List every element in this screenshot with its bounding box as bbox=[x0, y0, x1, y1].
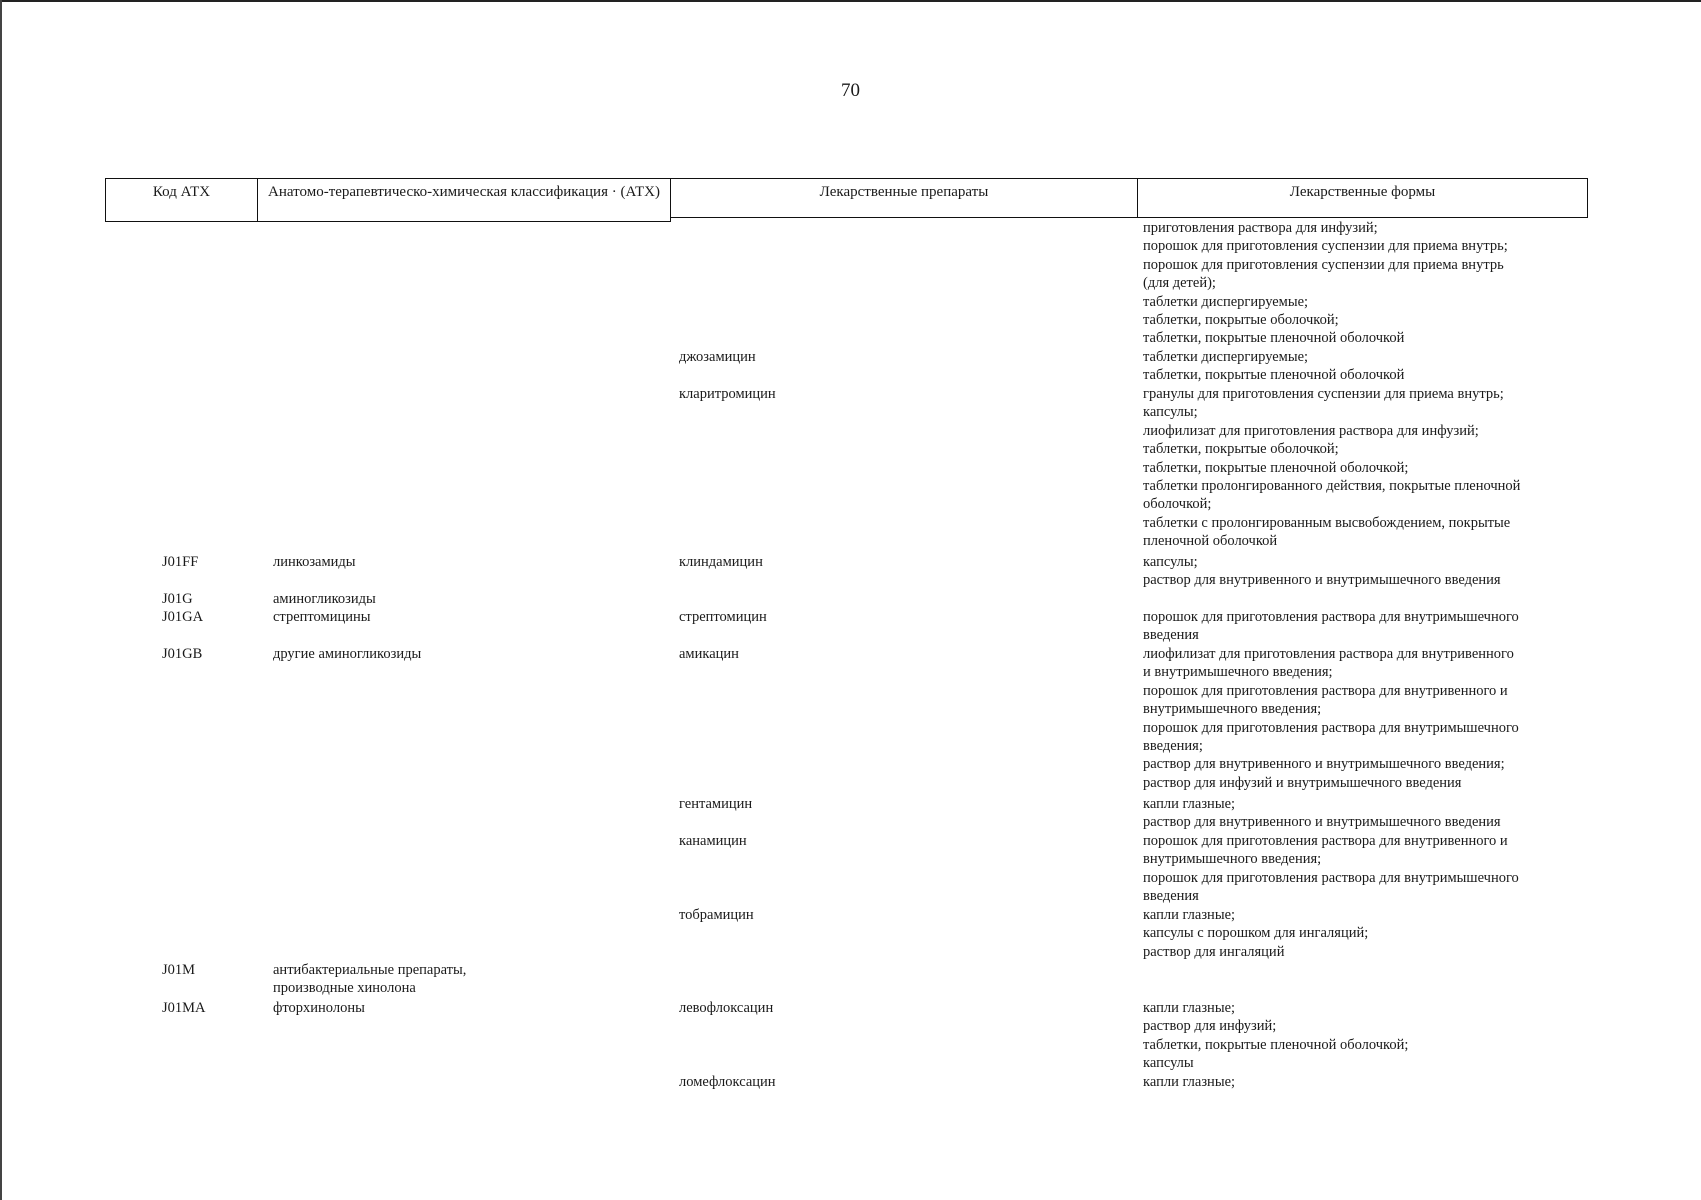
drug-name: клиндамицин bbox=[679, 554, 763, 570]
dosage-form-line: капсулы; bbox=[1143, 404, 1198, 421]
atc-classification bbox=[273, 961, 466, 998]
dosage-form-line: порошок для приготовления раствора для внутримышечного bbox=[1143, 869, 1519, 886]
dosage-form-line: порошок для приготовления раствора для внутривенного и bbox=[1143, 833, 1508, 849]
dosage-form-line: внутримышечного введения; bbox=[1143, 851, 1322, 868]
dosage-form-line: таблетки, покрытые пленочной оболочкой; bbox=[1143, 459, 1409, 476]
dosage-forms bbox=[1143, 906, 1368, 961]
dosage-forms bbox=[1143, 385, 1520, 551]
dosage-form-line: таблетки диспергируемые; bbox=[1143, 293, 1309, 310]
atc-classification bbox=[273, 553, 356, 571]
dosage-form-line: таблетки с пролонгированным высвобождением, покрытые bbox=[1143, 514, 1511, 531]
dosage-forms bbox=[1143, 999, 1408, 1073]
atc-code: J01GB bbox=[162, 646, 203, 662]
dosage-forms bbox=[1143, 795, 1501, 832]
dosage-form-line: капли глазные; bbox=[1143, 907, 1236, 923]
drug-name: левофлоксацин bbox=[679, 1000, 774, 1016]
atc-code: J01G bbox=[162, 591, 193, 607]
header-drugs: Лекарственные препараты bbox=[670, 178, 1138, 218]
dosage-form-line: (для детей); bbox=[1143, 275, 1216, 292]
dosage-forms bbox=[1143, 1073, 1235, 1091]
dosage-form-line: раствор для инфузий и внутримышечного введения bbox=[1143, 774, 1462, 791]
dosage-forms bbox=[1143, 219, 1508, 348]
atc-classification bbox=[273, 590, 376, 608]
dosage-form-line: введения bbox=[1143, 888, 1199, 905]
dosage-form-line: таблетки диспергируемые; bbox=[1143, 349, 1309, 365]
drug-name: амикацин bbox=[679, 646, 739, 662]
drug-name: джозамицин bbox=[679, 349, 756, 365]
classification-line: производные хинолона bbox=[273, 980, 416, 997]
dosage-form-line: таблетки, покрытые пленочной оболочкой; bbox=[1143, 1036, 1409, 1053]
atc-code: J01M bbox=[162, 962, 196, 978]
dosage-form-line: таблетки, покрытые пленочной оболочкой bbox=[1143, 330, 1405, 347]
classification-line: фторхинолоны bbox=[273, 1000, 365, 1016]
dosage-form-line: капсулы bbox=[1143, 1055, 1194, 1072]
dosage-form-line: раствор для внутривенного и внутримышечного введения bbox=[1143, 572, 1501, 589]
atc-classification bbox=[273, 999, 365, 1017]
dosage-form-line: капсулы; bbox=[1143, 554, 1198, 570]
dosage-form-line: внутримышечного введения; bbox=[1143, 701, 1322, 718]
dosage-form-line: введения; bbox=[1143, 738, 1203, 755]
dosage-form-line: гранулы для приготовления суспензии для приема внутрь; bbox=[1143, 386, 1504, 402]
dosage-forms bbox=[1143, 608, 1519, 645]
classification-line: антибактериальные препараты, bbox=[273, 962, 467, 978]
classification-line: аминогликозиды bbox=[273, 591, 376, 607]
dosage-form-line: раствор для внутривенного и внутримышечного введения bbox=[1143, 814, 1501, 831]
header-forms: Лекарственные формы bbox=[1137, 178, 1588, 218]
dosage-form-line: таблетки, покрытые оболочкой; bbox=[1143, 312, 1339, 329]
dosage-form-line: капли глазные; bbox=[1143, 1074, 1236, 1090]
drug-name: ломефлоксацин bbox=[679, 1074, 776, 1090]
dosage-form-line: таблетки, покрытые пленочной оболочкой bbox=[1143, 367, 1405, 384]
dosage-form-line: порошок для приготовления раствора для внутримышечного bbox=[1143, 609, 1519, 625]
atc-code: J01MA bbox=[162, 1000, 206, 1016]
drug-name: кларитромицин bbox=[679, 386, 776, 402]
dosage-form-line: таблетки, покрытые оболочкой; bbox=[1143, 441, 1339, 458]
atc-classification bbox=[273, 608, 370, 626]
dosage-forms bbox=[1143, 348, 1404, 385]
dosage-form-line: таблетки пролонгированного действия, покрытые пленочной bbox=[1143, 478, 1521, 495]
drug-name: стрептомицин bbox=[679, 609, 767, 625]
dosage-form-line: раствор для внутривенного и внутримышечного введения; bbox=[1143, 756, 1505, 773]
dosage-form-line: раствор для инфузий; bbox=[1143, 1018, 1277, 1035]
atc-classification bbox=[273, 645, 421, 663]
dosage-form-line: порошок для приготовления суспензии для приема внутрь; bbox=[1143, 238, 1508, 255]
scan-top-edge bbox=[0, 0, 1701, 2]
dosage-form-line: порошок для приготовления раствора для внутривенного и bbox=[1143, 682, 1508, 699]
dosage-forms bbox=[1143, 645, 1519, 792]
dosage-form-line: порошок для приготовления суспензии для приема внутрь bbox=[1143, 256, 1504, 273]
dosage-form-line: капли глазные; bbox=[1143, 796, 1236, 812]
dosage-form-line: раствор для ингаляций bbox=[1143, 943, 1285, 960]
header-code: Код АТХ bbox=[105, 178, 258, 222]
atc-code: J01GA bbox=[162, 609, 204, 625]
dosage-form-line: капсулы с порошком для ингаляций; bbox=[1143, 925, 1369, 942]
dosage-form-line: введения bbox=[1143, 627, 1199, 644]
dosage-form-line: лиофилизат для приготовления раствора для внутривенного bbox=[1143, 646, 1514, 662]
dosage-forms bbox=[1143, 553, 1501, 590]
dosage-forms bbox=[1143, 832, 1519, 906]
dosage-form-line: капли глазные; bbox=[1143, 1000, 1236, 1016]
drug-name: гентамицин bbox=[679, 796, 753, 812]
classification-line: стрептомицины bbox=[273, 609, 371, 625]
dosage-form-line: приготовления раствора для инфузий; bbox=[1143, 220, 1378, 236]
classification-line: другие аминогликозиды bbox=[273, 646, 422, 662]
scan-left-edge bbox=[0, 0, 2, 1200]
dosage-form-line: порошок для приготовления раствора для внутримышечного bbox=[1143, 719, 1519, 736]
classification-line: линкозамиды bbox=[273, 554, 356, 570]
dosage-form-line: пленочной оболочкой bbox=[1143, 533, 1278, 550]
drug-name: тобрамицин bbox=[679, 907, 754, 923]
header-classification: Анатомо-терапевтическо-химическая классификация · (АТХ) bbox=[257, 178, 671, 222]
dosage-form-line: и внутримышечного введения; bbox=[1143, 664, 1333, 681]
dosage-form-line: оболочкой; bbox=[1143, 496, 1212, 513]
page-number: 70 bbox=[841, 80, 860, 101]
drug-name: канамицин bbox=[679, 833, 747, 849]
dosage-form-line: лиофилизат для приготовления раствора для инфузий; bbox=[1143, 422, 1479, 439]
table-header bbox=[105, 178, 1582, 222]
atc-code: J01FF bbox=[162, 554, 199, 570]
